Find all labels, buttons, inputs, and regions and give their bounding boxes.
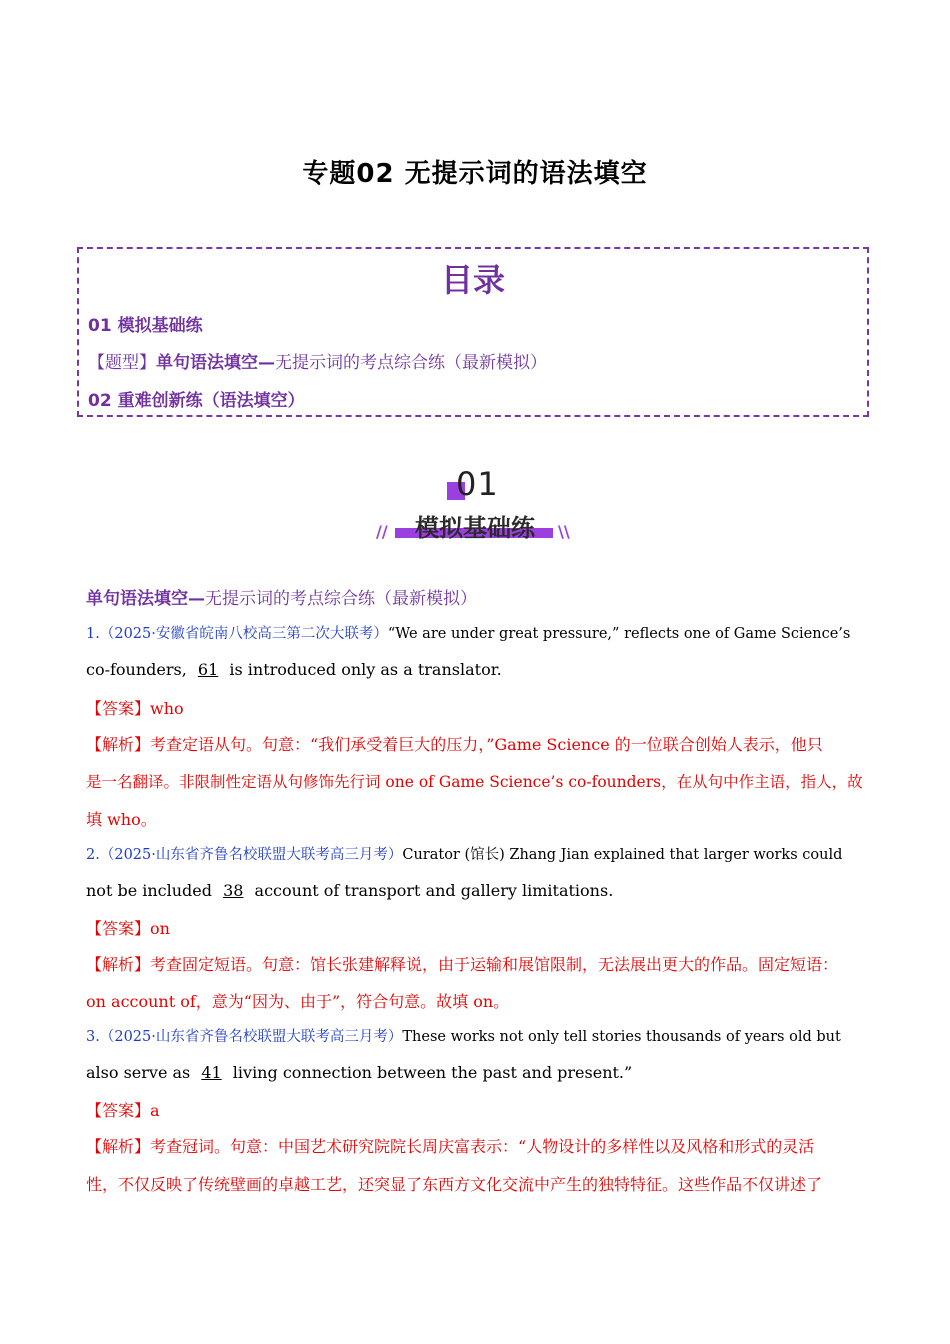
q2-analysis-2: on account of，意为“因为、由于”，符合句意。故填 on。 [86, 992, 510, 1011]
toc-item-1[interactable]: 01 模拟基础练 [88, 316, 203, 336]
q1-analysis-text-1: 考查定语从句。句意：“我们承受着巨大的压力，”Game Science 的一位联合创始人表示，他只 [150, 735, 823, 754]
q2-analysis-1 [86, 952, 838, 975]
q2-answer [86, 916, 170, 939]
q1-answer-label: 【答案】 [86, 699, 151, 718]
q2-line-2 [86, 881, 613, 900]
q1-answer [86, 696, 184, 719]
toc-item-2-bracket: 【题型】 [88, 353, 156, 373]
q1-analysis-3: 填 who。 [86, 810, 157, 829]
q2-text-2a: not be included [86, 881, 218, 900]
q3-answer-label: 【答案】 [86, 1101, 151, 1120]
q2-analysis-text-1: 考查固定短语。句意：馆长张建解释说，由于运输和展馆限制，无法展出更大的作品。固定短语： [150, 955, 839, 974]
toc-heading: 目录 [440, 261, 505, 299]
q1-analysis-1 [86, 732, 823, 755]
q1-number: 1. [86, 626, 100, 642]
q1-analysis-2: 是一名翻译。非限制性定语从句修饰先行词 one of Game Science’s co-founders，在从句中作主语，指人，故 [86, 773, 863, 791]
toc-item-2-bold: 单句语法填空— [156, 353, 275, 373]
document-title: 专题02 无提示词的语法填空 [302, 159, 648, 189]
q1-line-1 [86, 622, 850, 643]
q2-answer-value: on [150, 919, 170, 938]
q1-answer-value: who [150, 699, 184, 718]
q3-answer [86, 1098, 160, 1121]
q3-analysis-2: 性，不仅反映了传统壁画的卓越工艺，还突显了东西方文化交流中产生的独特特征。这些作品不仅讲述了 [86, 1175, 823, 1194]
q2-blank: 38 [223, 881, 244, 900]
q2-text-1: Curator (馆长) Zhang Jian explained that larger works could [402, 847, 843, 863]
q2-source: （2025·山东省齐鲁名校联盟大联考高三月考） [99, 847, 403, 863]
q3-text-2a: also serve as [86, 1063, 196, 1082]
q3-answer-value: a [150, 1101, 160, 1120]
badge-number: 01 [456, 465, 499, 503]
q1-analysis-label: 【解析】 [86, 735, 151, 754]
q1-text-1: “We are under great pressure,” reflects one of Game Science’s [387, 626, 851, 642]
q3-source: （2025·山东省齐鲁名校联盟大联考高三月考） [99, 1029, 403, 1045]
q1-text-2b: is introduced only as a translator. [224, 660, 502, 679]
q3-analysis-label: 【解析】 [86, 1137, 151, 1156]
q3-text-1: These works not only tell stories thousands of years old but [402, 1029, 841, 1045]
toc-item-2[interactable] [88, 348, 547, 373]
slash-right-icon: \\ [558, 522, 570, 541]
q3-blank: 41 [201, 1063, 222, 1082]
q1-text-2a: co-founders, [86, 660, 192, 679]
q3-analysis-text-1: 考查冠词。句意：中国艺术研究院院长周庆富表示：“人物设计的多样性以及风格和形式的灵活 [150, 1137, 815, 1156]
toc-item-2-rest: 无提示词的考点综合练（最新模拟） [275, 353, 547, 373]
q3-line-2 [86, 1063, 632, 1082]
q2-answer-label: 【答案】 [86, 919, 151, 938]
section-heading [86, 584, 477, 609]
q2-analysis-label: 【解析】 [86, 955, 151, 974]
q2-number: 2. [86, 847, 100, 863]
q1-source: （2025·安徽省皖南八校高三第二次大联考） [99, 626, 388, 642]
q2-text-2b: account of transport and gallery limitations. [249, 881, 614, 900]
table-of-contents [77, 247, 869, 417]
section-heading-bold: 单句语法填空— [86, 589, 205, 609]
badge-label: 模拟基础练 [415, 514, 535, 542]
q3-line-1 [86, 1025, 841, 1046]
slash-left-icon: // [376, 522, 388, 541]
q1-blank: 61 [197, 660, 219, 679]
q3-number: 3. [86, 1029, 100, 1045]
q3-text-2b: living connection between the past and present.” [227, 1063, 633, 1082]
section-heading-rest: 无提示词的考点综合练（最新模拟） [205, 589, 477, 609]
toc-item-3[interactable]: 02 重难创新练（语法填空） [88, 391, 305, 411]
q2-line-1 [86, 843, 842, 864]
section-badge [370, 460, 580, 550]
q3-analysis-1 [86, 1134, 814, 1157]
q1-line-2 [86, 660, 502, 679]
